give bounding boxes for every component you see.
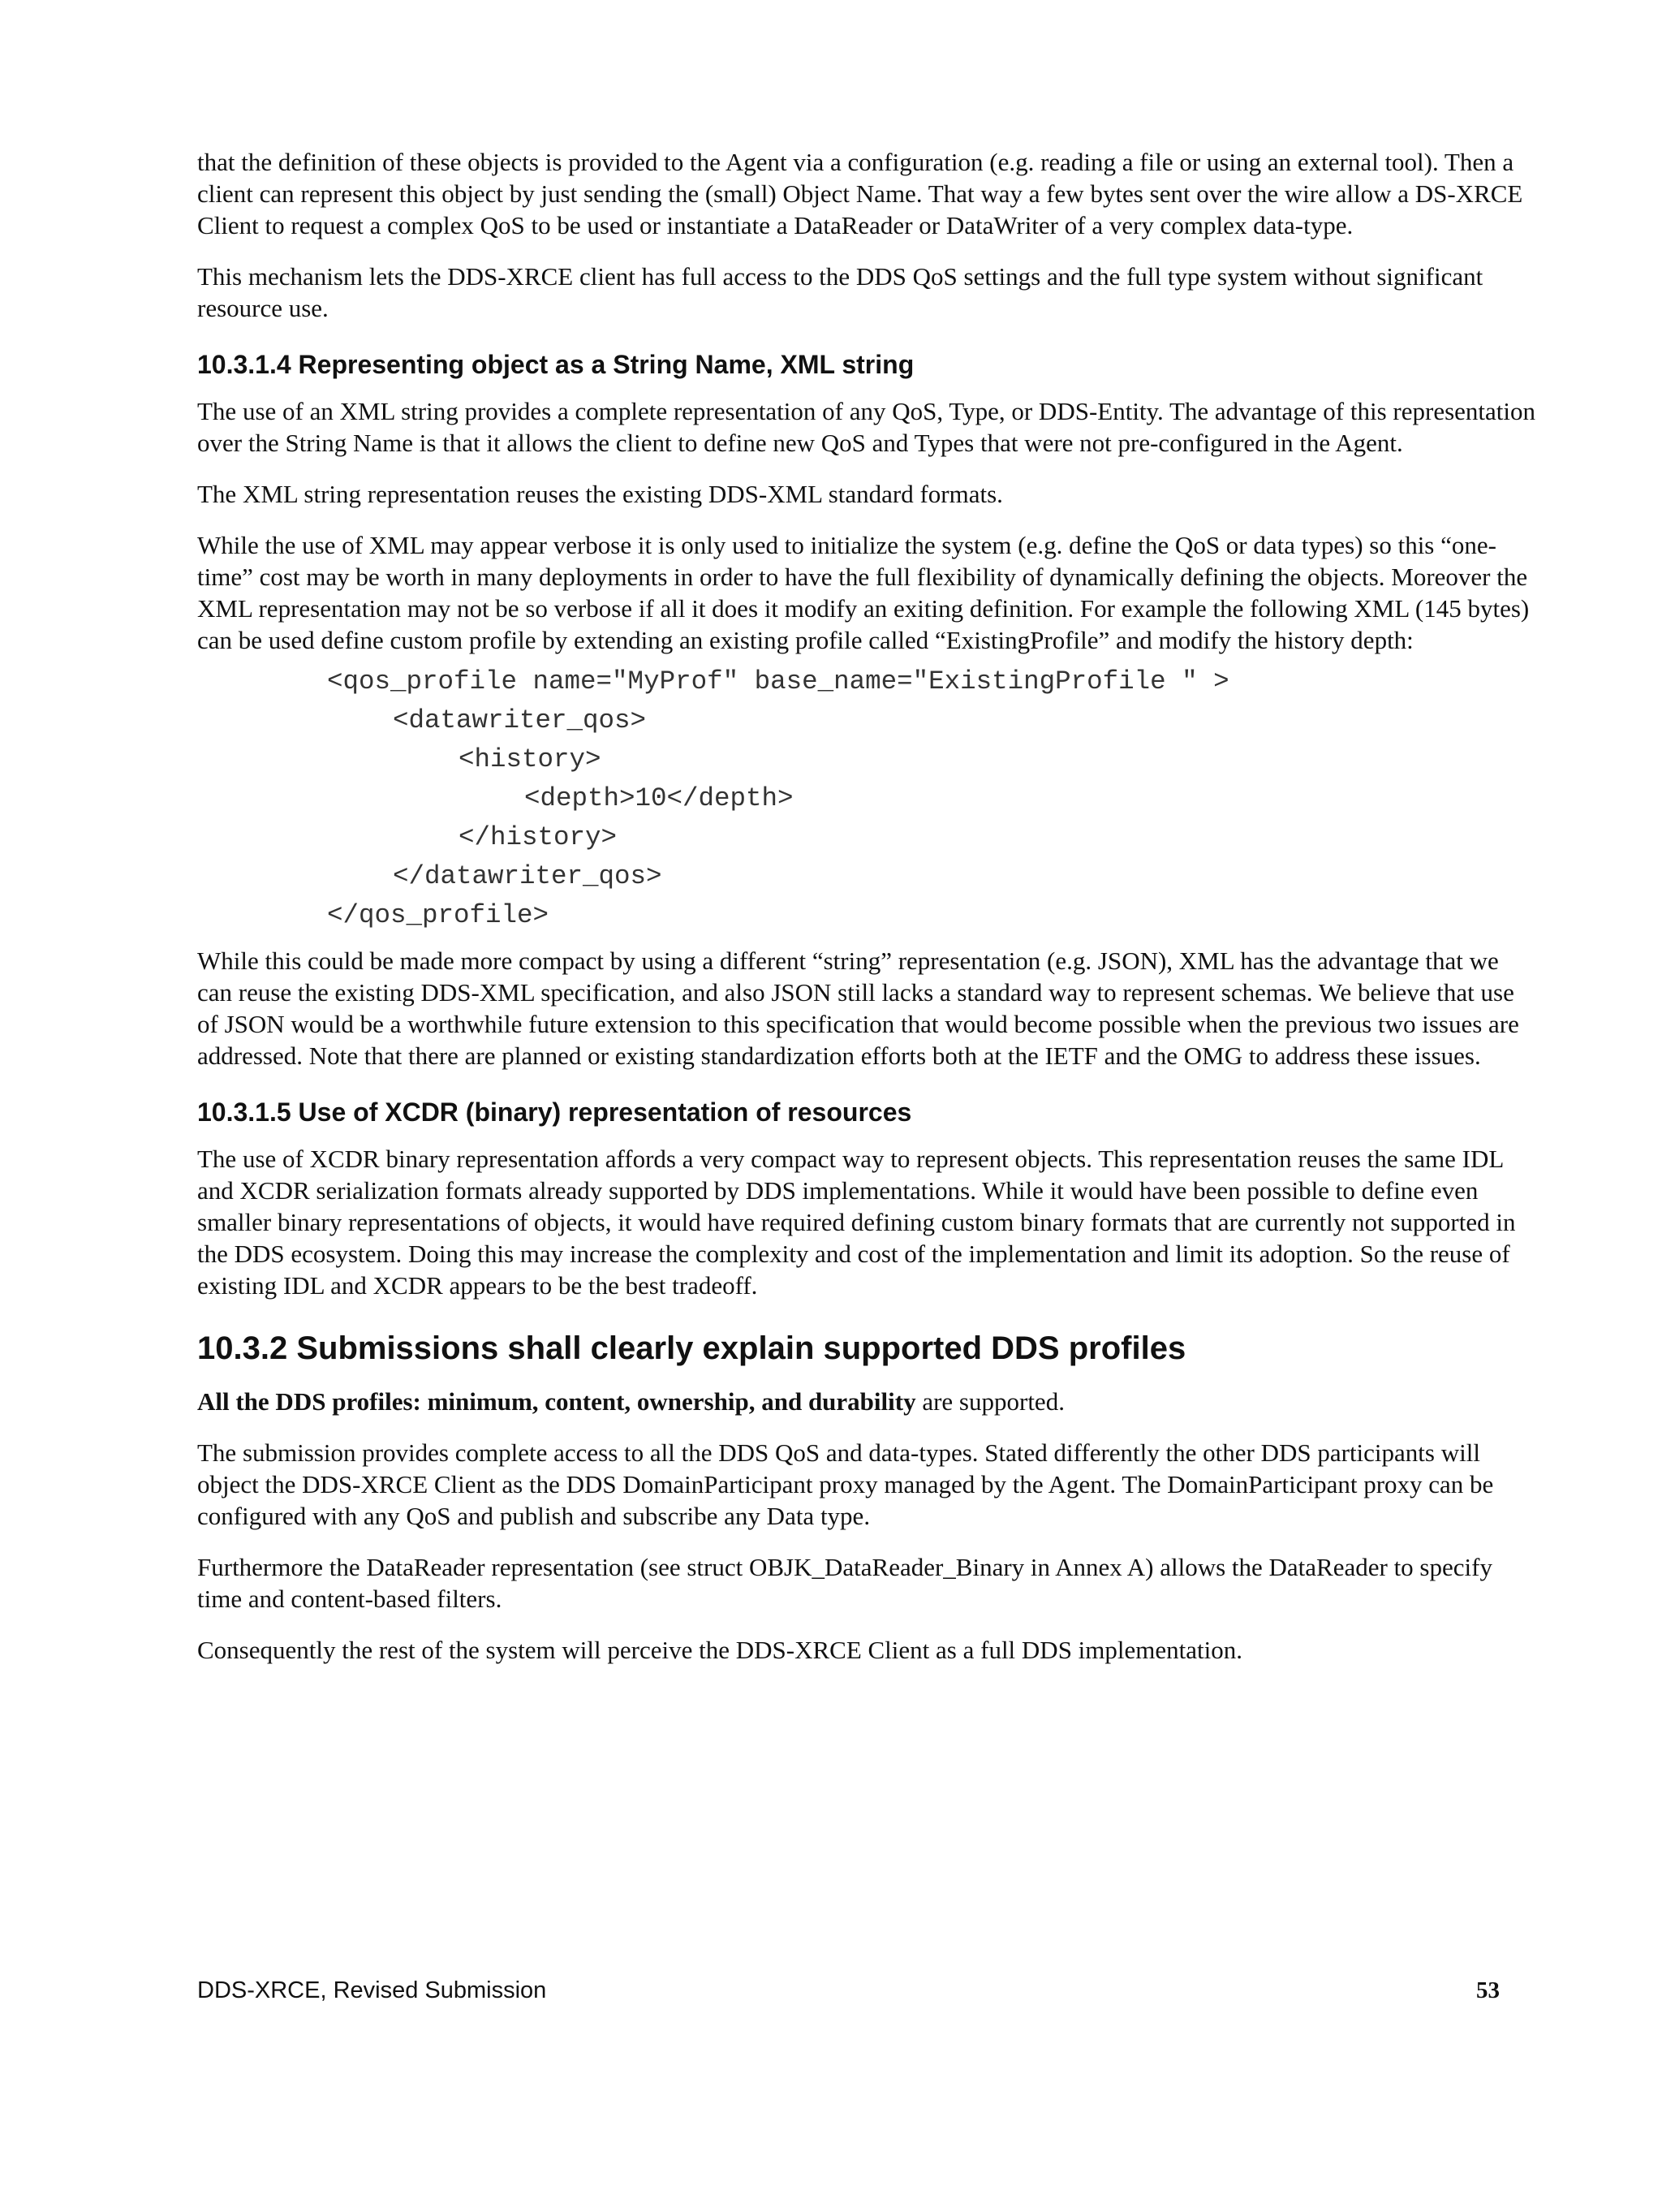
paragraph-qos-access: The submission provides complete access to all the DDS QoS and data-types. Stated differently the other DDS participants will object the DDS-XRCE Client as the DDS DomainParticipant proxy managed by the Agent. The DomainParticipant proxy can be configured with any QoS and publish and subscribe any Data type. (197, 1438, 1494, 1530)
code-line: <history> (459, 744, 601, 774)
heading-10-3-2: 10.3.2 Submissions shall clearly explain supported DDS profiles (197, 1330, 1186, 1366)
paragraph-conclusion: Consequently the rest of the system will perceive the DDS-XRCE Client as a full DDS implementation. (197, 1636, 1242, 1664)
paragraph-object-name-intro: that the definition of these objects is provided to the Agent via a configuration (e.g. reading a file or using an external tool). Then a client can represent this object by just sending the (small) Object Name. That way a few bytes sent over the wire allow a DS-XRCE Client to request a complex QoS to be used or instantiate a DataReader or DataWriter of a very complex data-type. (197, 148, 1523, 239)
footer-title: DDS-XRCE, Revised Submission (197, 1977, 547, 2003)
code-line: </qos_profile> (327, 900, 549, 930)
code-line: <depth>10</depth> (524, 783, 794, 813)
paragraph-profiles-supported (197, 1386, 1536, 1417)
code-line: </history> (459, 822, 618, 852)
paragraph-xml-string-use: The use of an XML string provides a complete representation of any QoS, Type, or DDS-Entity. The advantage of this representation over the String Name is that it allows the client to define new QoS and Types that were not pre-configured in the Agent. (197, 397, 1536, 457)
paragraph-xml-verbose: While the use of XML may appear verbose it is only used to initialize the system (e.g. define the QoS or data types) so this “one-time” cost may be worth in many deployments in order to have the full flexibility of dynamically defining the objects. Moreover the XML representation may not be so verbose if all it does it modify an exiting definition. For example the following XML (145 bytes) can be used define custom profile by extending an existing profile called “ExistingProfile” and modify the history depth: (197, 531, 1530, 654)
paragraph-json-compare: While this could be made more compact by using a different “string” representation (e.g. JSON), XML has the advantage that we can reuse the existing DDS-XML specification, and also JSON still lacks a standard way to represent schemas. We believe that use of JSON would be a worthwhile future extension to this specification that would become possible when the previous two issues are addressed. Note that there are planned or existing standardization efforts both at the IETF and the OMG to address these issues. (197, 946, 1519, 1070)
heading-10-3-1-5: 10.3.1.5 Use of XCDR (binary) representation of resources (197, 1097, 912, 1127)
paragraph-mechanism: This mechanism lets the DDS-XRCE client has full access to the DDS QoS settings and the full type system without significant resource use. (197, 262, 1483, 322)
page-footer (197, 1974, 1500, 2007)
code-line: <datawriter_qos> (393, 705, 647, 735)
xml-code-block (197, 662, 1536, 935)
paragraph-xcdr: The use of XCDR binary representation affords a very compact way to represent objects. This representation reuses the same IDL and XCDR serialization formats already supported by DDS implementations. While it would have been possible to define even smaller binary representations of objects, it would have required defining custom binary formats that are currently not supported in the DDS ecosystem. Doing this may increase the complexity and cost of the implementation and limit its adoption. So the reuse of existing IDL and XCDR appears to be the best tradeoff. (197, 1145, 1516, 1300)
code-line: </datawriter_qos> (393, 861, 662, 891)
paragraph-datareader: Furthermore the DataReader representation (see struct OBJK_DataReader_Binary in Annex A) allows the DataReader to specify time and content-based filters. (197, 1553, 1492, 1613)
document-page (197, 146, 1536, 1685)
paragraph-xml-formats: The XML string representation reuses the existing DDS-XML standard formats. (197, 480, 1003, 508)
code-line: <qos_profile name="MyProf" base_name="ExistingProfile " > (327, 666, 1229, 696)
page-number: 53 (1476, 1977, 1500, 2003)
profiles-bold-lead: All the DDS profiles: minimum, content, ownership, and durability (197, 1387, 916, 1416)
heading-10-3-1-4: 10.3.1.4 Representing object as a String Name, XML string (197, 350, 915, 379)
profiles-rest: are supported. (915, 1387, 1065, 1416)
